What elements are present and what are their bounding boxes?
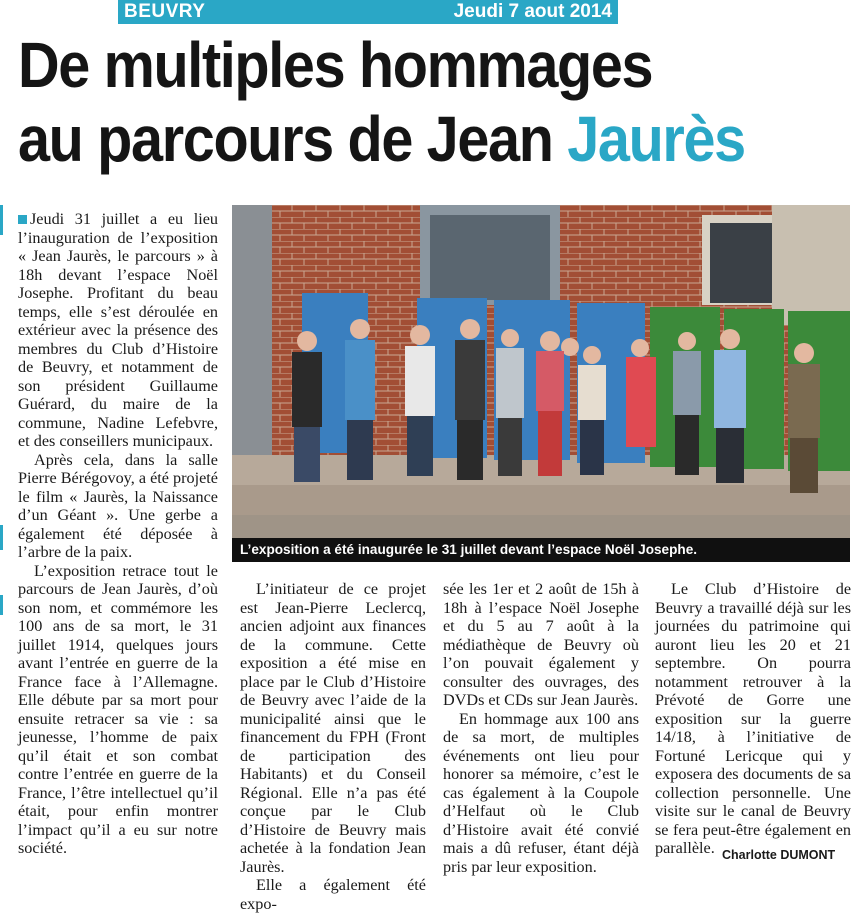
headline-line-1: De multiples hommages <box>18 29 653 101</box>
paragraph: L’exposition retrace tout le parcours de Jean Jaurès, d’où son nom, et commémore les 100 ans de sa mort, le 31 juillet 1914, quelques jours avant l’entrée en guerre de la France face à l’Allemagne. Elle débute par sa mort pour ensuite retracer sa vie : sa jeunesse, l’homme de paix qu’il était et son combat contre l’entrée en guerre de la France, l’être intellectuel qu’il était, pour enfin montrer l’impact qu’il a eu sur notre société. <box>18 561 218 857</box>
paragraph: En hommage aux 100 ans de sa mort, de multiples événements ont lieu pour honorer sa mémoire, c’est le cas également à la Coupole d’Helfaut où le Club d’Histoire avait été convié mais a dû refuser, étant déjà pris par leur exposition. <box>443 709 639 876</box>
article-photo <box>232 205 850 538</box>
photo-illustration <box>232 205 850 538</box>
headline-line-2 <box>18 102 765 176</box>
section-name: BEUVRY <box>124 1 206 22</box>
issue-date: Jeudi 7 aout 2014 <box>453 1 612 22</box>
headline-line-2-text: au parcours de Jean <box>18 103 568 175</box>
column-marker-top <box>0 205 3 235</box>
author-signature: Charlotte DUMONT <box>722 848 836 862</box>
paragraph: Elle a également été expo- <box>240 876 426 913</box>
column-marker-mid <box>0 525 3 550</box>
headline-accent: Jaurès <box>567 103 745 175</box>
headline <box>18 28 765 176</box>
article-column-1 <box>18 210 218 858</box>
paragraph <box>18 210 218 451</box>
article-column-4 <box>655 580 851 858</box>
column-marker-low <box>0 595 3 615</box>
article-column-3 <box>443 580 639 876</box>
paragraph: Le Club d’Histoire de Beuvry a travaillé déjà sur les journées du patrimoine qui auront lieu les 20 et 21 septembre. On pourra notamment retrouver à la Prévoté de Gorre une exposition sur la guerre 14/18, à l’initiative de Fortuné Lericque qui y exposera des documents de sa collection personnelle. Une visite sur le canal de Beuvry se fera peut-être également en parallèle. <box>655 580 851 857</box>
lead-square-icon <box>18 215 27 224</box>
paragraph: Après cela, dans la salle Pierre Bérégovoy, a été projeté le film « Jaurès, la Naissance d’un Géant ». Une gerbe a également été déposée à l’arbre de la paix. <box>18 450 218 561</box>
section-header-bar <box>118 0 618 24</box>
paragraph: sée les 1er et 2 août de 15h à 18h à l’espace Noël Josephe et du 5 au 7 août à la médiathèque de Beuvry où l’on pouvait également y consulter des ouvrages, des DVDs et CDs sur Jean Jaurès. <box>443 580 639 709</box>
paragraph: L’initiateur de ce projet est Jean-Pierre Leclercq, ancien adjoint aux finances de la commune. Cette exposition a été mise en place par le Club d’Histoire de Beuvry avec l’aide de la municipalité ainsi que le financement du FPH (Front de participation des Habitants) et du Conseil Régional. Elle n’a pas été conçue par le Club d’Histoire de Beuvry mais achetée à la fondation Jean Jaurès. <box>240 580 426 876</box>
article-column-2 <box>240 580 426 913</box>
paragraph-text: Jeudi 31 juillet a eu lieu l’inauguration de l’exposition « Jean Jaurès, le parcours » à 18h devant l’espace Noël Josephe. Profitant du beau temps, elle s’est déroulée en extérieur avec la présence des membres du Club d’Histoire de Beuvry, et notamment de son président Guillaume Guérard, du maire de la commune, Nadine Lefebvre, et des conseillers municipaux. <box>18 210 218 450</box>
photo-caption: L’exposition a été inaugurée le 31 juillet devant l’espace Noël Josephe. <box>232 538 850 562</box>
